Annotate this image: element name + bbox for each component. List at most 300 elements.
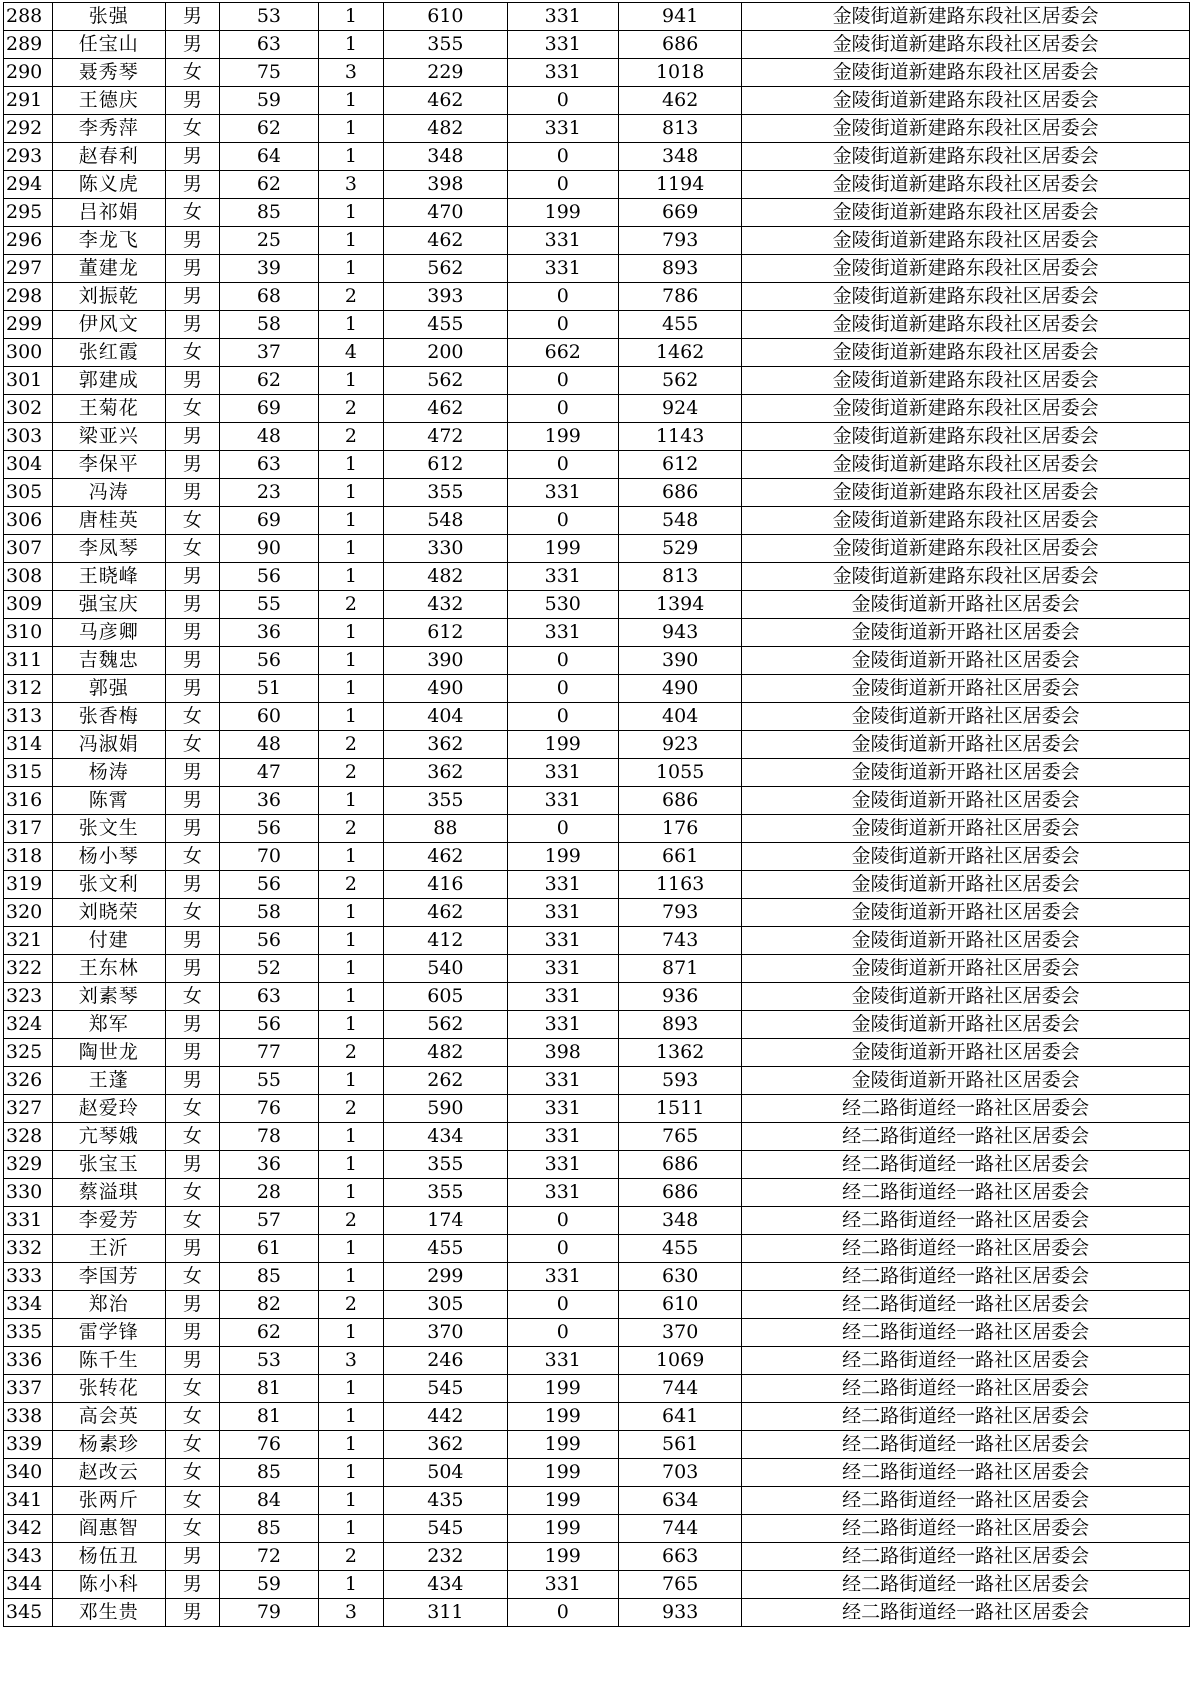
table-row [4,1095,1190,1123]
household-size-cell: 1 [318,563,384,591]
table-row [4,1571,1190,1599]
table-row [4,591,1190,619]
table-row [4,1123,1190,1151]
per-capita-amount-cell: 355 [384,1151,507,1179]
table-row [4,367,1190,395]
household-size-cell: 2 [318,731,384,759]
community-committee-cell: 金陵街道新建路东段社区居委会 [742,143,1190,171]
serial-number-cell: 301 [4,367,53,395]
name-cell: 郑治 [52,1291,165,1319]
household-size-cell: 2 [318,759,384,787]
name-cell: 吉魏忠 [52,647,165,675]
age-cell: 56 [220,927,318,955]
serial-number-cell: 307 [4,535,53,563]
community-committee-cell: 金陵街道新开路社区居委会 [742,955,1190,983]
name-cell: 王菊花 [52,395,165,423]
name-cell: 王沂 [52,1235,165,1263]
gender-cell: 女 [165,1123,220,1151]
total-amount-cell: 933 [618,1599,741,1627]
age-cell: 48 [220,731,318,759]
total-amount-cell: 765 [618,1571,741,1599]
age-cell: 25 [220,227,318,255]
per-capita-amount-cell: 434 [384,1571,507,1599]
name-cell: 陶世龙 [52,1039,165,1067]
household-size-cell: 2 [318,1543,384,1571]
extra-amount-cell: 331 [507,871,618,899]
name-cell: 杨伍丑 [52,1543,165,1571]
gender-cell: 女 [165,1431,220,1459]
community-committee-cell: 经二路街道经一路社区居委会 [742,1235,1190,1263]
per-capita-amount-cell: 562 [384,1011,507,1039]
extra-amount-cell: 331 [507,1347,618,1375]
table-row [4,1067,1190,1095]
community-committee-cell: 金陵街道新开路社区居委会 [742,675,1190,703]
age-cell: 63 [220,983,318,1011]
community-committee-cell: 经二路街道经一路社区居委会 [742,1459,1190,1487]
age-cell: 28 [220,1179,318,1207]
total-amount-cell: 924 [618,395,741,423]
community-committee-cell: 经二路街道经一路社区居委会 [742,1095,1190,1123]
age-cell: 70 [220,843,318,871]
total-amount-cell: 686 [618,1179,741,1207]
extra-amount-cell: 199 [507,731,618,759]
age-cell: 81 [220,1375,318,1403]
total-amount-cell: 348 [618,1207,741,1235]
per-capita-amount-cell: 462 [384,899,507,927]
per-capita-amount-cell: 612 [384,451,507,479]
table-body [4,3,1190,1627]
community-committee-cell: 金陵街道新建路东段社区居委会 [742,227,1190,255]
household-size-cell: 2 [318,283,384,311]
community-committee-cell: 金陵街道新建路东段社区居委会 [742,367,1190,395]
extra-amount-cell: 0 [507,1235,618,1263]
gender-cell: 女 [165,1515,220,1543]
extra-amount-cell: 331 [507,1263,618,1291]
household-size-cell: 1 [318,1067,384,1095]
per-capita-amount-cell: 435 [384,1487,507,1515]
community-committee-cell: 金陵街道新建路东段社区居委会 [742,283,1190,311]
total-amount-cell: 1018 [618,59,741,87]
household-size-cell: 1 [318,1179,384,1207]
gender-cell: 男 [165,171,220,199]
total-amount-cell: 893 [618,255,741,283]
table-row [4,759,1190,787]
age-cell: 76 [220,1095,318,1123]
total-amount-cell: 669 [618,199,741,227]
per-capita-amount-cell: 482 [384,1039,507,1067]
age-cell: 56 [220,647,318,675]
name-cell: 郑军 [52,1011,165,1039]
extra-amount-cell: 331 [507,1179,618,1207]
serial-number-cell: 329 [4,1151,53,1179]
extra-amount-cell: 331 [507,619,618,647]
community-committee-cell: 经二路街道经一路社区居委会 [742,1263,1190,1291]
gender-cell: 女 [165,1375,220,1403]
table-row [4,1207,1190,1235]
name-cell: 李爱芳 [52,1207,165,1235]
extra-amount-cell: 199 [507,1487,618,1515]
community-committee-cell: 金陵街道新建路东段社区居委会 [742,507,1190,535]
per-capita-amount-cell: 590 [384,1095,507,1123]
name-cell: 陈小科 [52,1571,165,1599]
per-capita-amount-cell: 390 [384,647,507,675]
household-size-cell: 1 [318,1431,384,1459]
serial-number-cell: 291 [4,87,53,115]
total-amount-cell: 490 [618,675,741,703]
age-cell: 62 [220,171,318,199]
serial-number-cell: 336 [4,1347,53,1375]
name-cell: 郭建成 [52,367,165,395]
per-capita-amount-cell: 462 [384,843,507,871]
serial-number-cell: 340 [4,1459,53,1487]
gender-cell: 男 [165,31,220,59]
household-size-cell: 3 [318,1599,384,1627]
community-committee-cell: 金陵街道新开路社区居委会 [742,927,1190,955]
gender-cell: 男 [165,1235,220,1263]
household-size-cell: 4 [318,339,384,367]
community-committee-cell: 金陵街道新开路社区居委会 [742,843,1190,871]
age-cell: 36 [220,1151,318,1179]
extra-amount-cell: 199 [507,1515,618,1543]
gender-cell: 男 [165,1067,220,1095]
total-amount-cell: 1163 [618,871,741,899]
community-committee-cell: 金陵街道新建路东段社区居委会 [742,339,1190,367]
per-capita-amount-cell: 470 [384,199,507,227]
name-cell: 张香梅 [52,703,165,731]
name-cell: 梁亚兴 [52,423,165,451]
total-amount-cell: 786 [618,283,741,311]
per-capita-amount-cell: 299 [384,1263,507,1291]
per-capita-amount-cell: 462 [384,87,507,115]
gender-cell: 女 [165,395,220,423]
per-capita-amount-cell: 562 [384,367,507,395]
total-amount-cell: 630 [618,1263,741,1291]
community-committee-cell: 经二路街道经一路社区居委会 [742,1347,1190,1375]
age-cell: 85 [220,1515,318,1543]
household-size-cell: 1 [318,143,384,171]
table-row [4,1403,1190,1431]
total-amount-cell: 1194 [618,171,741,199]
household-size-cell: 1 [318,1011,384,1039]
community-committee-cell: 金陵街道新建路东段社区居委会 [742,563,1190,591]
extra-amount-cell: 0 [507,1291,618,1319]
serial-number-cell: 344 [4,1571,53,1599]
extra-amount-cell: 331 [507,899,618,927]
extra-amount-cell: 0 [507,87,618,115]
extra-amount-cell: 331 [507,227,618,255]
per-capita-amount-cell: 434 [384,1123,507,1151]
community-committee-cell: 金陵街道新建路东段社区居委会 [742,3,1190,31]
community-committee-cell: 经二路街道经一路社区居委会 [742,1487,1190,1515]
extra-amount-cell: 331 [507,59,618,87]
gender-cell: 男 [165,675,220,703]
household-size-cell: 1 [318,619,384,647]
household-size-cell: 1 [318,255,384,283]
table-row [4,1263,1190,1291]
gender-cell: 女 [165,731,220,759]
age-cell: 59 [220,87,318,115]
serial-number-cell: 318 [4,843,53,871]
household-size-cell: 1 [318,535,384,563]
extra-amount-cell: 0 [507,451,618,479]
household-size-cell: 1 [318,647,384,675]
name-cell: 王东林 [52,955,165,983]
serial-number-cell: 293 [4,143,53,171]
table-row [4,1347,1190,1375]
serial-number-cell: 311 [4,647,53,675]
age-cell: 47 [220,759,318,787]
gender-cell: 女 [165,1095,220,1123]
total-amount-cell: 744 [618,1375,741,1403]
age-cell: 85 [220,1263,318,1291]
household-size-cell: 1 [318,507,384,535]
per-capita-amount-cell: 246 [384,1347,507,1375]
age-cell: 69 [220,395,318,423]
serial-number-cell: 337 [4,1375,53,1403]
community-committee-cell: 经二路街道经一路社区居委会 [742,1207,1190,1235]
community-committee-cell: 金陵街道新开路社区居委会 [742,983,1190,1011]
extra-amount-cell: 530 [507,591,618,619]
gender-cell: 女 [165,199,220,227]
extra-amount-cell: 0 [507,507,618,535]
table-row [4,1599,1190,1627]
serial-number-cell: 338 [4,1403,53,1431]
age-cell: 76 [220,1431,318,1459]
serial-number-cell: 345 [4,1599,53,1627]
name-cell: 任宝山 [52,31,165,59]
table-row [4,983,1190,1011]
table-row [4,143,1190,171]
serial-number-cell: 335 [4,1319,53,1347]
age-cell: 37 [220,339,318,367]
total-amount-cell: 455 [618,311,741,339]
serial-number-cell: 289 [4,31,53,59]
per-capita-amount-cell: 562 [384,255,507,283]
gender-cell: 男 [165,1347,220,1375]
community-committee-cell: 金陵街道新建路东段社区居委会 [742,255,1190,283]
total-amount-cell: 793 [618,899,741,927]
table-row [4,339,1190,367]
age-cell: 85 [220,199,318,227]
gender-cell: 男 [165,227,220,255]
age-cell: 78 [220,1123,318,1151]
total-amount-cell: 923 [618,731,741,759]
gender-cell: 女 [165,507,220,535]
age-cell: 62 [220,115,318,143]
extra-amount-cell: 331 [507,115,618,143]
age-cell: 81 [220,1403,318,1431]
serial-number-cell: 305 [4,479,53,507]
serial-number-cell: 327 [4,1095,53,1123]
table-row [4,479,1190,507]
total-amount-cell: 593 [618,1067,741,1095]
household-size-cell: 1 [318,227,384,255]
table-row [4,787,1190,815]
table-row [4,1319,1190,1347]
name-cell: 刘素琴 [52,983,165,1011]
table-row [4,171,1190,199]
age-cell: 48 [220,423,318,451]
per-capita-amount-cell: 605 [384,983,507,1011]
serial-number-cell: 292 [4,115,53,143]
name-cell: 高会英 [52,1403,165,1431]
household-size-cell: 1 [318,1235,384,1263]
total-amount-cell: 936 [618,983,741,1011]
household-size-cell: 2 [318,1095,384,1123]
gender-cell: 男 [165,759,220,787]
name-cell: 李凤琴 [52,535,165,563]
community-committee-cell: 经二路街道经一路社区居委会 [742,1179,1190,1207]
extra-amount-cell: 331 [507,759,618,787]
serial-number-cell: 288 [4,3,53,31]
community-committee-cell: 金陵街道新建路东段社区居委会 [742,171,1190,199]
name-cell: 李国芳 [52,1263,165,1291]
beneficiary-table [3,2,1190,1627]
serial-number-cell: 303 [4,423,53,451]
gender-cell: 男 [165,1543,220,1571]
community-committee-cell: 金陵街道新建路东段社区居委会 [742,479,1190,507]
gender-cell: 男 [165,1039,220,1067]
serial-number-cell: 294 [4,171,53,199]
gender-cell: 男 [165,451,220,479]
gender-cell: 男 [165,1291,220,1319]
extra-amount-cell: 0 [507,395,618,423]
gender-cell: 男 [165,591,220,619]
per-capita-amount-cell: 490 [384,675,507,703]
name-cell: 董建龙 [52,255,165,283]
per-capita-amount-cell: 229 [384,59,507,87]
table-row [4,1235,1190,1263]
gender-cell: 女 [165,535,220,563]
age-cell: 36 [220,619,318,647]
household-size-cell: 3 [318,1347,384,1375]
household-size-cell: 2 [318,423,384,451]
gender-cell: 男 [165,927,220,955]
age-cell: 61 [220,1235,318,1263]
household-size-cell: 1 [318,31,384,59]
per-capita-amount-cell: 545 [384,1375,507,1403]
household-size-cell: 2 [318,871,384,899]
extra-amount-cell: 0 [507,283,618,311]
total-amount-cell: 1394 [618,591,741,619]
serial-number-cell: 302 [4,395,53,423]
gender-cell: 女 [165,843,220,871]
serial-number-cell: 323 [4,983,53,1011]
total-amount-cell: 612 [618,451,741,479]
household-size-cell: 1 [318,899,384,927]
table-row [4,843,1190,871]
age-cell: 53 [220,1347,318,1375]
name-cell: 杨小琴 [52,843,165,871]
extra-amount-cell: 199 [507,1543,618,1571]
total-amount-cell: 348 [618,143,741,171]
per-capita-amount-cell: 455 [384,311,507,339]
extra-amount-cell: 0 [507,675,618,703]
name-cell: 陈霄 [52,787,165,815]
gender-cell: 女 [165,899,220,927]
per-capita-amount-cell: 442 [384,1403,507,1431]
community-committee-cell: 金陵街道新建路东段社区居委会 [742,115,1190,143]
total-amount-cell: 871 [618,955,741,983]
name-cell: 马彦卿 [52,619,165,647]
household-size-cell: 1 [318,115,384,143]
community-committee-cell: 金陵街道新建路东段社区居委会 [742,87,1190,115]
name-cell: 亢琴娥 [52,1123,165,1151]
serial-number-cell: 330 [4,1179,53,1207]
community-committee-cell: 金陵街道新开路社区居委会 [742,731,1190,759]
table-row [4,1487,1190,1515]
gender-cell: 男 [165,1571,220,1599]
name-cell: 张转花 [52,1375,165,1403]
total-amount-cell: 686 [618,1151,741,1179]
community-committee-cell: 经二路街道经一路社区居委会 [742,1599,1190,1627]
serial-number-cell: 320 [4,899,53,927]
age-cell: 58 [220,899,318,927]
table-row [4,423,1190,451]
per-capita-amount-cell: 398 [384,171,507,199]
household-size-cell: 1 [318,843,384,871]
per-capita-amount-cell: 540 [384,955,507,983]
per-capita-amount-cell: 200 [384,339,507,367]
extra-amount-cell: 331 [507,927,618,955]
community-committee-cell: 金陵街道新建路东段社区居委会 [742,423,1190,451]
age-cell: 64 [220,143,318,171]
total-amount-cell: 370 [618,1319,741,1347]
table-row [4,1431,1190,1459]
name-cell: 强宝庆 [52,591,165,619]
serial-number-cell: 342 [4,1515,53,1543]
household-size-cell: 1 [318,479,384,507]
name-cell: 李龙飞 [52,227,165,255]
per-capita-amount-cell: 362 [384,1431,507,1459]
age-cell: 62 [220,1319,318,1347]
table-row [4,227,1190,255]
serial-number-cell: 315 [4,759,53,787]
serial-number-cell: 309 [4,591,53,619]
per-capita-amount-cell: 311 [384,1599,507,1627]
community-committee-cell: 金陵街道新开路社区居委会 [742,787,1190,815]
name-cell: 李秀萍 [52,115,165,143]
gender-cell: 女 [165,1207,220,1235]
gender-cell: 男 [165,367,220,395]
gender-cell: 女 [165,59,220,87]
serial-number-cell: 322 [4,955,53,983]
per-capita-amount-cell: 472 [384,423,507,451]
table-row [4,535,1190,563]
extra-amount-cell: 199 [507,535,618,563]
per-capita-amount-cell: 305 [384,1291,507,1319]
total-amount-cell: 743 [618,927,741,955]
household-size-cell: 1 [318,703,384,731]
community-committee-cell: 经二路街道经一路社区居委会 [742,1431,1190,1459]
name-cell: 阎惠智 [52,1515,165,1543]
extra-amount-cell: 331 [507,31,618,59]
per-capita-amount-cell: 482 [384,115,507,143]
gender-cell: 女 [165,115,220,143]
extra-amount-cell: 0 [507,143,618,171]
household-size-cell: 2 [318,815,384,843]
total-amount-cell: 641 [618,1403,741,1431]
household-size-cell: 1 [318,1151,384,1179]
community-committee-cell: 金陵街道新开路社区居委会 [742,815,1190,843]
household-size-cell: 1 [318,367,384,395]
serial-number-cell: 334 [4,1291,53,1319]
community-committee-cell: 金陵街道新建路东段社区居委会 [742,59,1190,87]
age-cell: 68 [220,283,318,311]
total-amount-cell: 176 [618,815,741,843]
table-row [4,619,1190,647]
table-row [4,1011,1190,1039]
